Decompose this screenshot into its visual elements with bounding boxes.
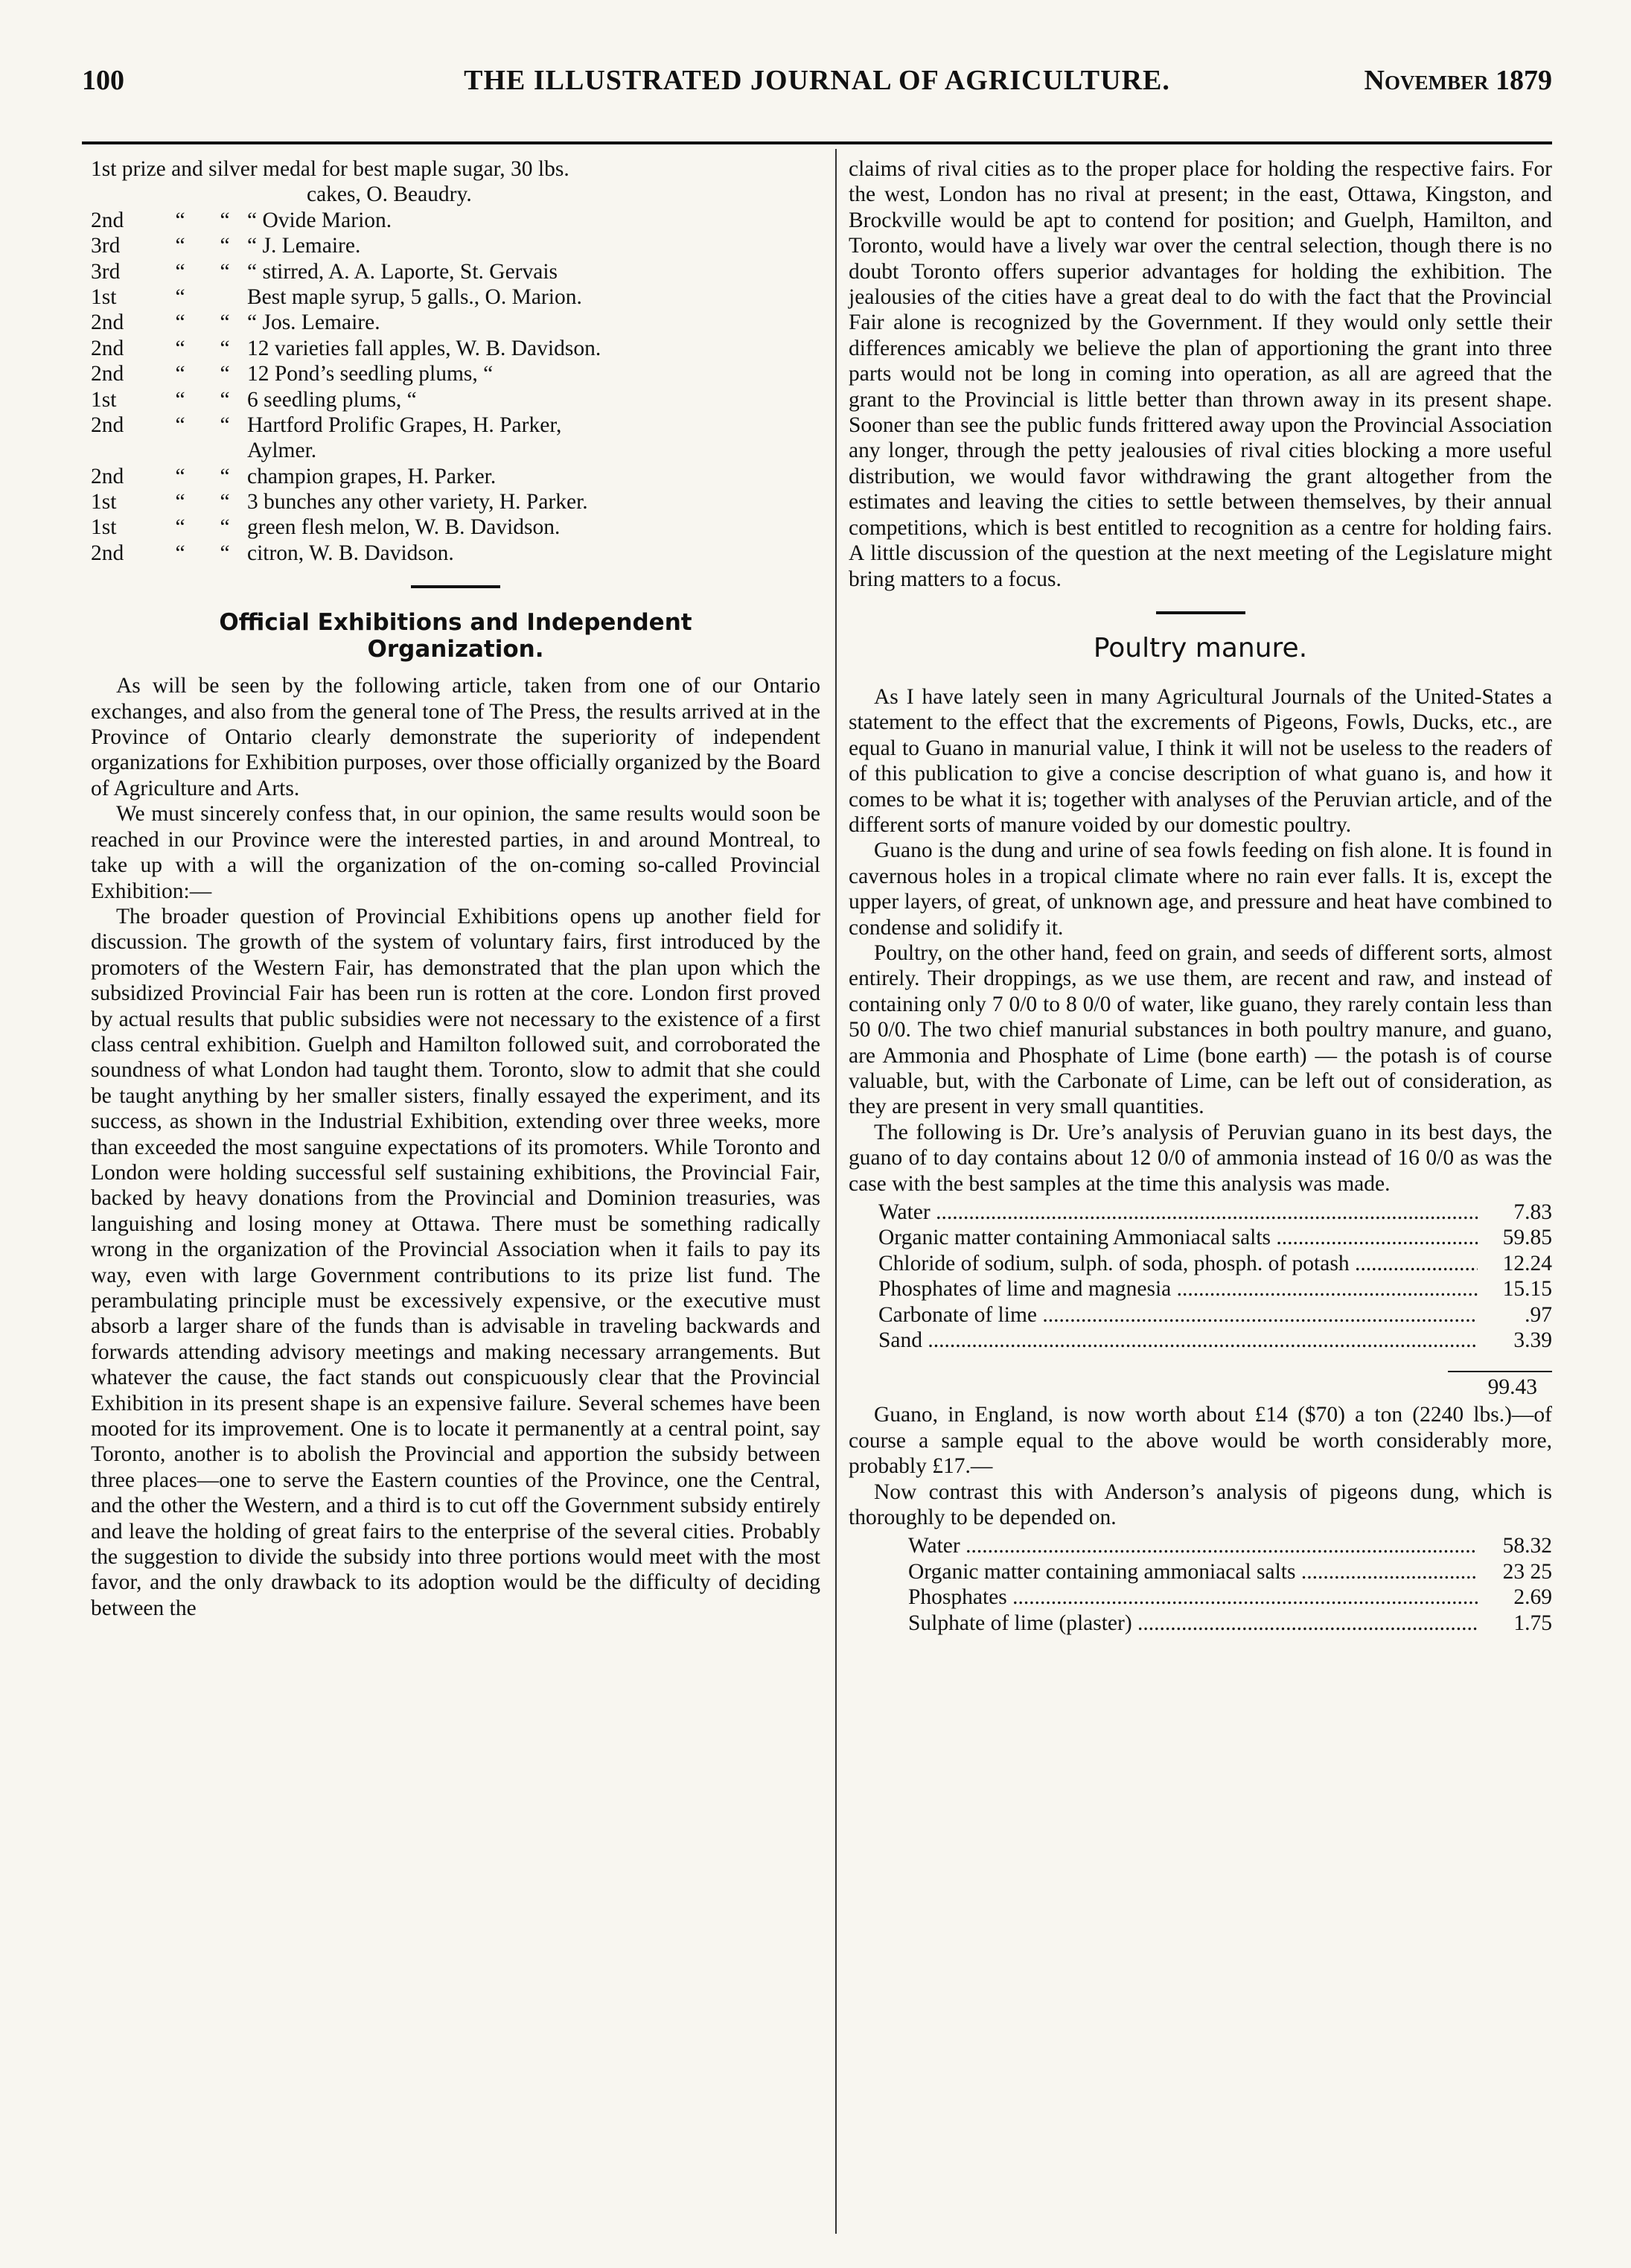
analysis-label: Water ..... (908, 1533, 1478, 1558)
ditto-mark: “ (220, 234, 230, 258)
prize-list (91, 156, 820, 566)
article-paragraph: As I have lately seen in many Agricultural Journals of the United-States a statement to the effect that the excrements of Pigeons, Fowls, Ducks, etc., are equal to Guano in manurial value, I think it will not be useless to the readers of of this publication to give a concise description of what guano is, and how it comes to be what it is; together with analyses of the Peruvian article, and of the different sorts of manure voided by our domestic poultry. (849, 684, 1552, 837)
ditto-mark: “ (220, 490, 230, 515)
analysis-label: Phosphates of lime and magnesia ..... (878, 1276, 1478, 1302)
ditto-mark: “ (175, 259, 185, 284)
analysis-row (878, 1200, 1552, 1225)
section-divider (1156, 611, 1245, 614)
prize-place: 1st (91, 387, 117, 412)
ditto-mark: “ (175, 208, 185, 232)
analysis-row (908, 1584, 1552, 1610)
prize-text: “ stirred, A. A. Laporte, St. Gervais (247, 259, 558, 284)
analysis-row (878, 1302, 1552, 1328)
prize-place: 2nd (91, 412, 124, 437)
analysis-label: Chloride of sodium, sulph. of soda, phosph. of potash ..... (878, 1251, 1478, 1276)
running-head (82, 64, 1552, 109)
pigeon-dung-analysis-table (849, 1533, 1552, 1636)
analysis-total: 99.43 (1487, 1375, 1537, 1400)
article-paragraph: Guano, in England, is now worth about £14 ($70) a ton (2240 lbs.)—of course a sample equal to the above would be worth considerably more, probably £17.— (849, 1403, 1552, 1479)
ditto-mark: “ (220, 464, 230, 488)
analysis-row (908, 1611, 1552, 1636)
article-title (91, 609, 820, 663)
ditto-mark: “ (220, 541, 230, 565)
article-paragraph: Guano is the dung and urine of sea fowls feeding on fish alone. It is found in cavernous holes in a tropical climate where no rain ever falls. It is, except the upper layers, of great, of unknown age, and pressure and heat have combined to condense and solidify it. (849, 838, 1552, 940)
prize-place: 3rd (91, 234, 121, 258)
ditto-mark: “ (220, 310, 230, 335)
prize-place: 3rd (91, 259, 121, 284)
prize-place: 2nd (91, 208, 124, 232)
analysis-value: 59.85 (1502, 1226, 1552, 1250)
analysis-label: Carbonate of lime ..... (878, 1302, 1478, 1328)
prize-place: 1st (91, 515, 117, 540)
analysis-label: Organic matter containing Ammoniacal salts ..... (878, 1225, 1478, 1250)
ditto-mark: “ (175, 515, 185, 540)
article-title: Poultry manure. (1093, 632, 1308, 663)
article-paragraph: Now contrast this with Anderson’s analysis of pigeons dung, which is thoroughly to be depended on. (849, 1479, 1552, 1529)
analysis-value: 23 25 (1502, 1559, 1552, 1584)
prize-text: Hartford Prolific Grapes, H. Parker, (247, 412, 562, 437)
prize-row (91, 515, 820, 540)
prize-row (91, 412, 820, 438)
ditto-mark: “ (175, 412, 185, 437)
prize-text: 12 varieties fall apples, W. B. Davidson. (247, 336, 601, 360)
ditto-mark: “ (175, 541, 185, 565)
prize-text: Aylmer. (247, 439, 317, 463)
ditto-mark: “ (220, 336, 230, 360)
prize-text: “ Ovide Marion. (247, 208, 392, 232)
ditto-mark: “ (220, 208, 230, 232)
prize-row (91, 156, 820, 182)
column-rule (835, 149, 837, 2234)
prize-row (91, 259, 820, 284)
analysis-value: .97 (1525, 1302, 1552, 1327)
analysis-value: 15.15 (1502, 1277, 1552, 1302)
prize-row: cakes, O. Beaudry. (307, 182, 472, 207)
prize-text: 1st prize and silver medal for best maple sugar, 30 lbs. (91, 157, 569, 181)
prize-place: 1st (91, 490, 117, 515)
ditto-mark (202, 284, 247, 310)
section-divider (411, 585, 500, 588)
article-title-line: Organization. (367, 636, 544, 663)
ditto-mark: “ (220, 515, 230, 540)
analysis-label: Phosphates ..... (908, 1584, 1478, 1610)
analysis-row (878, 1225, 1552, 1250)
prize-text: champion grapes, H. Parker. (247, 464, 497, 488)
guano-analysis-table (849, 1200, 1552, 1353)
ditto-mark: “ (175, 336, 185, 360)
issue-date: November 1879 (1364, 65, 1552, 96)
left-column (91, 156, 820, 1621)
prize-text: citron, W. B. Davidson. (247, 541, 454, 565)
prize-text: 12 Pond’s seedling plums, “ (247, 362, 494, 386)
analysis-label: Sulphate of lime (plaster) ..... (908, 1611, 1478, 1636)
prize-text: “ Jos. Lemaire. (247, 310, 380, 335)
ditto-mark: “ (175, 310, 185, 335)
ditto-mark: “ (220, 259, 230, 284)
prize-row (91, 284, 820, 310)
analysis-label: Organic matter containing ammoniacal salts ..... (908, 1559, 1478, 1584)
ditto-mark: “ (175, 234, 185, 258)
ditto-mark: “ (175, 362, 185, 386)
ditto-mark: “ (220, 387, 230, 412)
analysis-row (908, 1559, 1552, 1584)
prize-text: 3 bunches any other variety, H. Parker. (247, 490, 588, 515)
prize-row (91, 310, 820, 335)
article-paragraph: Poultry, on the other hand, feed on grain, and seeds of different sorts, almost entirely. Their droppings, as we use them, are recent and raw, and instead of containing only 7 0/0 to 8 0/0 of water, like guano, they rarely contain less than 50 0/0. The two chief manurial substances in both poultry manure, and guano, are Ammonia and Phosphate of Lime (bone earth) — the potash is of course valuable, but, with the Carbonate of Lime, can be left out of consideration, as they are present in very small quantities. (849, 940, 1552, 1119)
prize-row (91, 438, 820, 463)
ditto-mark: “ (220, 362, 230, 386)
prize-row (91, 464, 820, 489)
ditto-mark: “ (175, 490, 185, 515)
prize-place: 2nd (91, 541, 124, 565)
analysis-value: 2.69 (1513, 1585, 1552, 1610)
ditto-mark: “ (175, 284, 185, 309)
prize-text: “ J. Lemaire. (247, 234, 361, 258)
analysis-row (878, 1276, 1552, 1302)
ditto-mark (158, 438, 202, 463)
prize-text: green flesh melon, W. B. Davidson. (247, 515, 561, 540)
journal-title: THE ILLUSTRATED JOURNAL OF AGRICULTURE. (464, 65, 1170, 96)
prize-text: Best maple syrup, 5 galls., O. Marion. (247, 284, 582, 309)
page-number: 100 (82, 65, 124, 96)
ditto-mark (202, 438, 247, 463)
prize-row (91, 489, 820, 515)
article-paragraph: As will be seen by the following article, taken from one of our Ontario exchanges, and also from the general tone of The Press, the results arrived at in the Province of Ontario clearly demonstrate the superiority of independent organizations for Exhibition purposes, over those officially organized by the Board of Agriculture and Arts. (91, 674, 820, 800)
analysis-label: Sand ..... (878, 1328, 1478, 1353)
analysis-label: Water ..... (878, 1200, 1478, 1225)
analysis-row (908, 1533, 1552, 1558)
prize-place: 2nd (91, 464, 124, 488)
prize-place: 1st (91, 284, 117, 309)
analysis-value: 12.24 (1502, 1251, 1552, 1275)
analysis-value: 3.39 (1513, 1328, 1552, 1352)
right-column (849, 156, 1552, 1640)
analysis-value: 1.75 (1513, 1611, 1552, 1635)
ditto-mark: “ (175, 464, 185, 488)
prize-place: 2nd (91, 362, 124, 386)
prize-place (91, 438, 158, 463)
prize-row (91, 361, 820, 386)
analysis-row (878, 1328, 1552, 1353)
ditto-mark: “ (175, 387, 185, 412)
prize-row (91, 336, 820, 361)
prize-place: 2nd (91, 310, 124, 335)
prize-row (91, 233, 820, 258)
article-title-line: Official Exhibitions and Independent (219, 609, 692, 637)
prize-row (91, 208, 820, 233)
article-paragraph: claims of rival cities as to the proper place for holding the respective fairs. For the west, London has no rival at present; in the east, Ottawa, Kingston, and Brockville would be apt to contend for position; and Guelph, Hamilton, and Toronto, would have a lively war over the central selection, though there is no doubt Toronto offers superior advantages for holding the exhibition. The jealousies of the cities have a great deal to do with the fact that the Provincial Fair alone is recognized by the Government. If they would only settle their differences amicably we believe the plan of apportioning the grant into three parts would not be long in coming into operation, as all are agreed that the grant to the Provincial is little better than thrown away in its present shape. Sooner than see the public funds frittered away upon the Provincial Association any longer, through the petty jealousies of rival cities blocking a more useful distribution, we would favor withdrawing the grant altogether from the estimates and leaving the cities to settle between themselves, by their annual competitions, which is best entitled to recognition as a centre for holding fairs. A little discussion of the question at the next meeting of the Legislature might bring matters to a focus. (849, 157, 1552, 591)
prize-row (91, 387, 820, 412)
header-rule (82, 141, 1552, 144)
prize-row (91, 541, 820, 566)
analysis-value: 58.32 (1502, 1534, 1552, 1558)
analysis-value: 7.83 (1513, 1200, 1552, 1225)
prize-place: 2nd (91, 336, 124, 360)
article-paragraph: The following is Dr. Ure’s analysis of Peruvian guano in its best days, the guano of to day contains about 12 0/0 of ammonia instead of 16 0/0 as was the case with the best samples at the time this analysis was made. (849, 1120, 1552, 1196)
prize-text: 6 seedling plums, “ (247, 387, 417, 412)
analysis-row (878, 1251, 1552, 1276)
ditto-mark: “ (220, 412, 230, 437)
article-paragraph: We must sincerely confess that, in our opinion, the same results would soon be reached in our Province were the interested parties, in and around Montreal, to take up with a will the organization of the on-coming so-called Provincial Exhibition:— (91, 802, 820, 903)
article-paragraph: The broader question of Provincial Exhibitions opens up another field for discussion. The growth of the system of voluntary fairs, first introduced by the promoters of the Western Fair, has demonstrated that the plan upon which the subsidized Provincial Fair has been run is rotten at the core. London first proved by actual results that public subsidies were not necessary to the existence of a first class central exhibition. Guelph and Hamilton followed suit, and corroborated the soundness of what London had taught them. Toronto, slow to admit that she could be taught anything by her smaller sisters, finally essayed the experiment, and its success, as shown in the Industrial Exhibition, extending over three weeks, more than exceeded the most sanguine expectations of its promoters. While Toronto and London were holding successful self sustaining exhibitions, the Provincial Fair, backed by heavy donations from the Provincial and Dominion treasuries, was languishing and losing money at Ottawa. There must be something radically wrong in the organization of the Provincial Association when it fails to pay its way, even with large Government contributions to its prize list fund. The perambulating principle must be excessively expensive, or the executive must absorb a larger share of the funds than is advisable in traveling backwards and forwards attending advisory meetings and making necessary arrangements. But whatever the cause, the fact stands out conspicuously clear that the Provincial Exhibition in its present shape is an expensive failure. Several schemes have been mooted for its improvement. One is to locate it permanently at a central point, say Toronto, another is to abolish the Provincial and apportion the subsidy between three places—one to serve the Eastern counties of the Province, one the Central, and the other the Western, and a third is to cut off the Government subsidy entirely and leave the holding of great fairs to the enterprise of the several cities. Probably the suggestion to divide the subsidy into three portions would meet with the most favor, and the only drawback to its adoption would be the difficulty of deciding between the (91, 904, 820, 1620)
